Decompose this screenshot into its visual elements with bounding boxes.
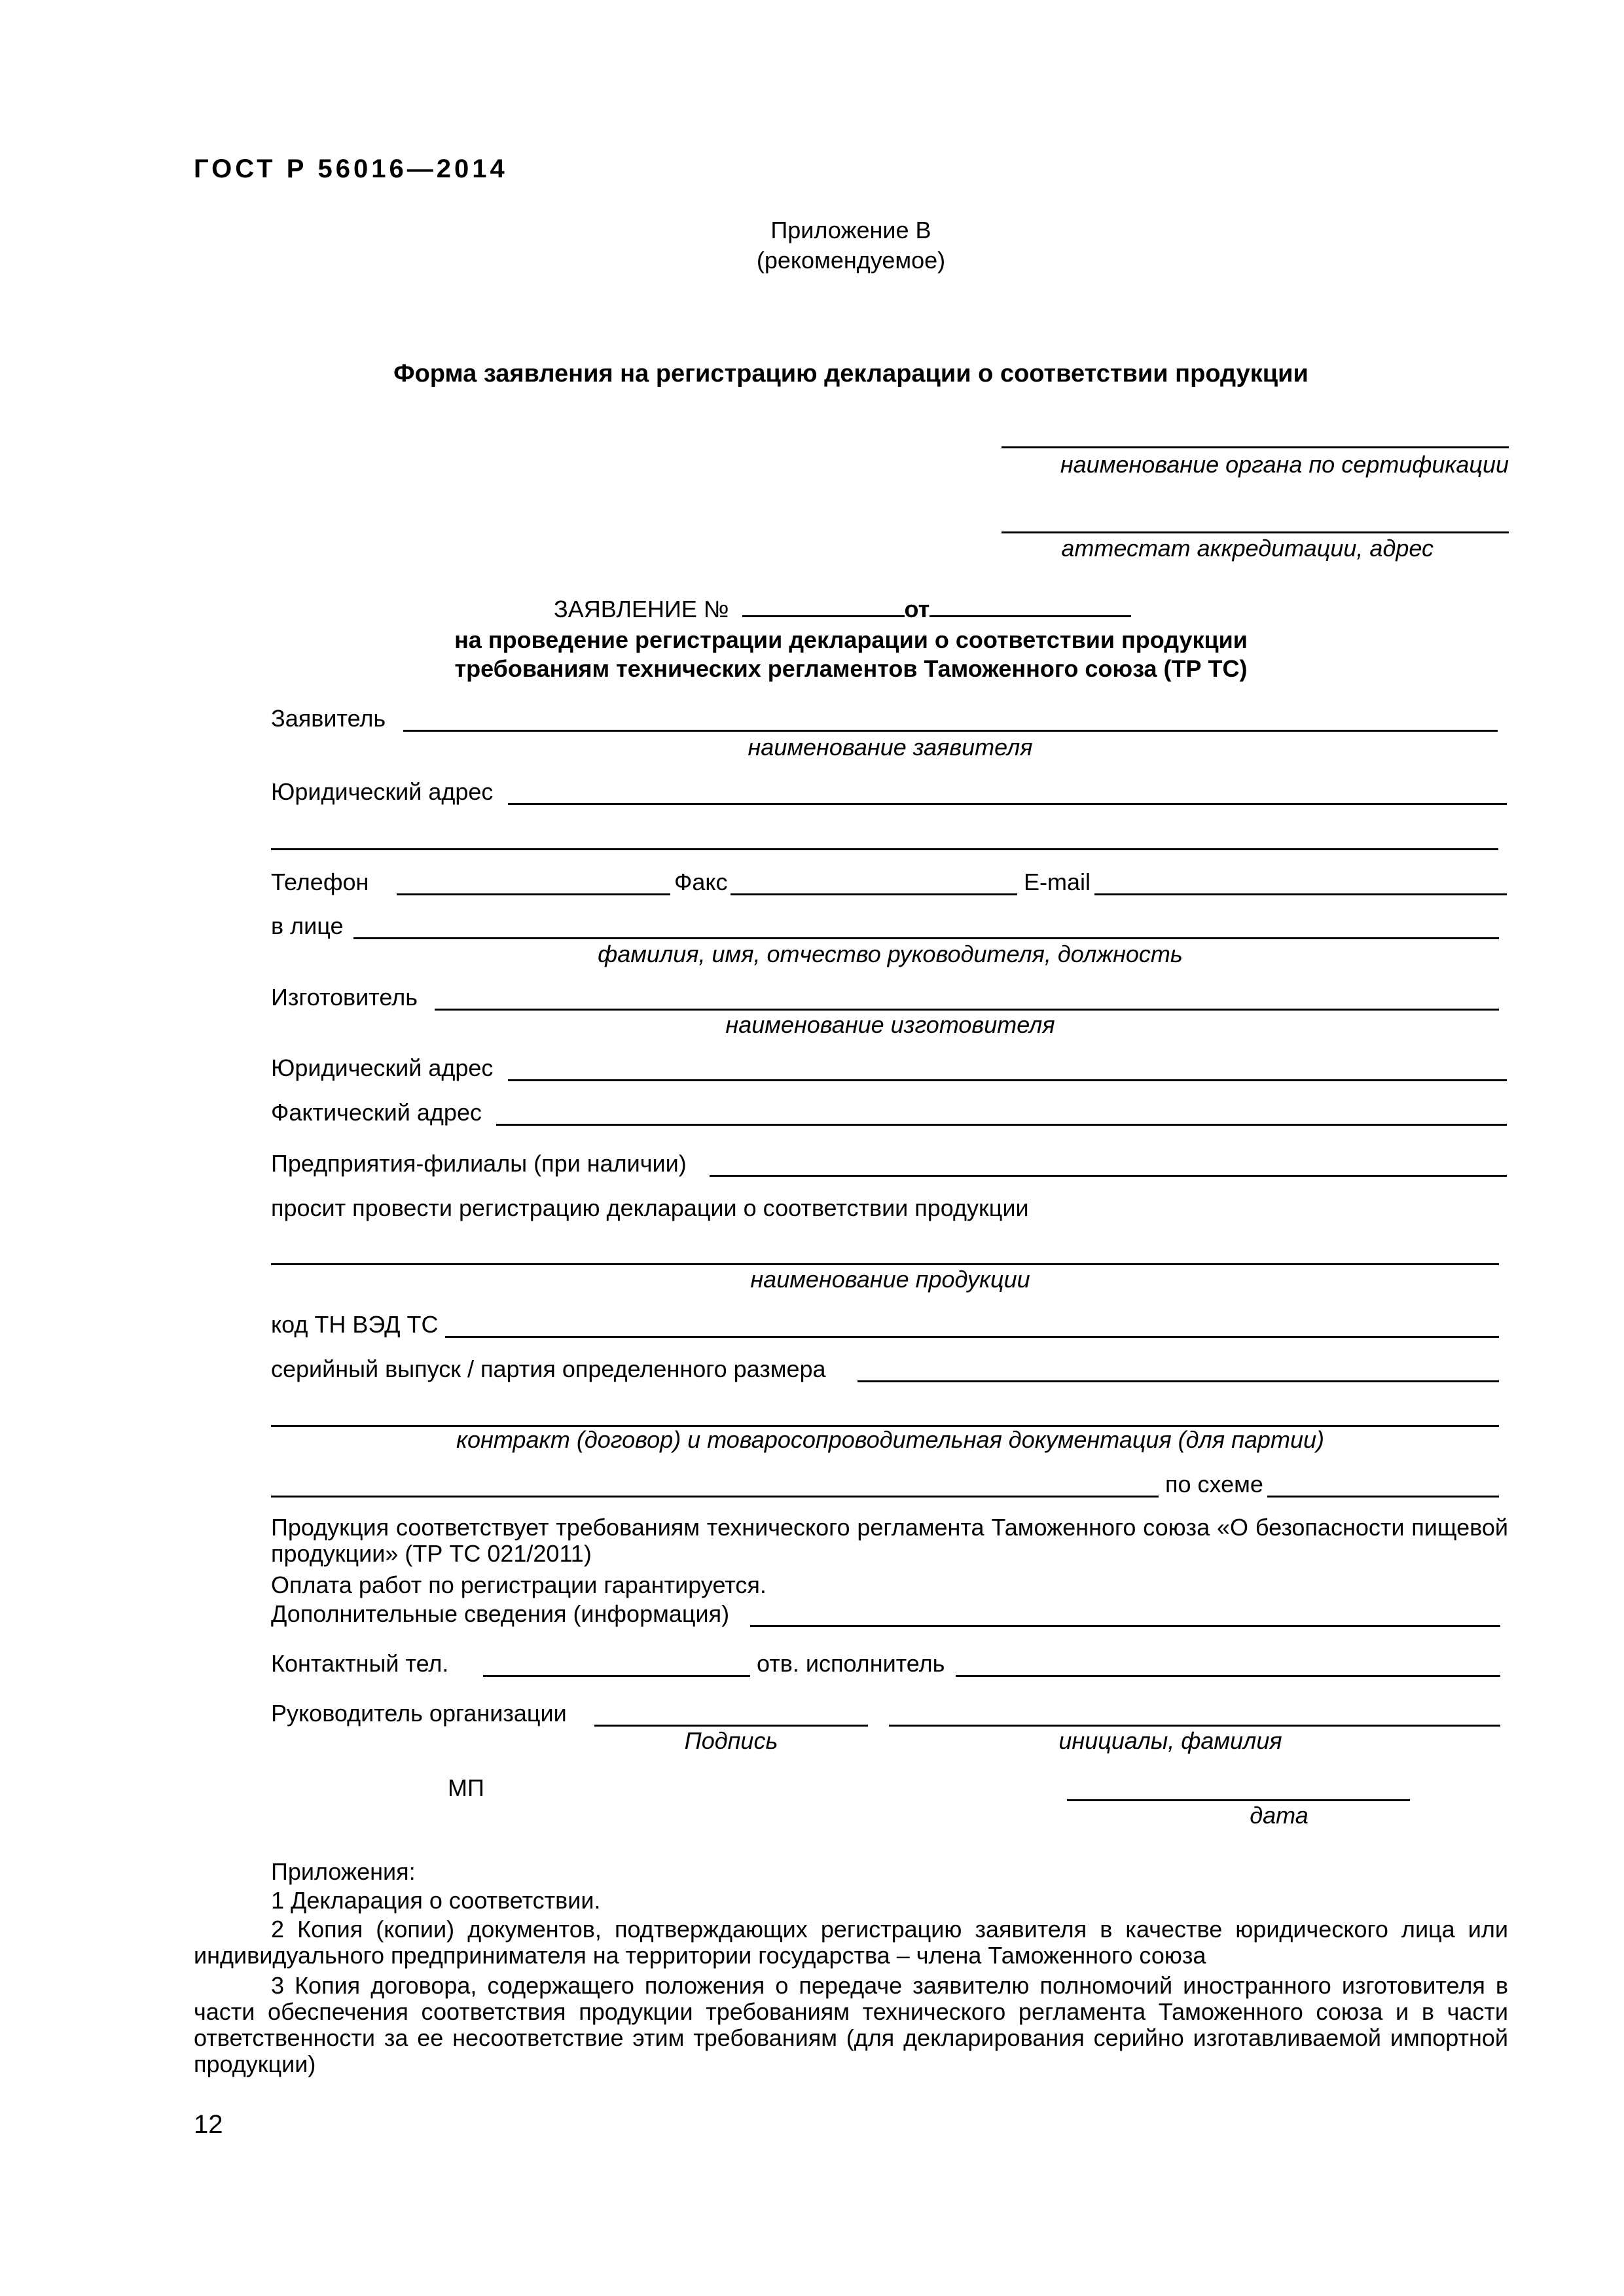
seal-label: МП — [448, 1774, 484, 1801]
executor-line — [956, 1675, 1500, 1677]
attachment-3: 3 Копия договора, содержащего положения о передаче заявителю полномочий иностранного изготовителя в части обеспечения соответствия продукции требованиям технического регламента Таможенного союза и в части ответственности за ее несоответствие этим требованиям (для декларирования серийно изготавливаемой импортной продукции) — [194, 1972, 1508, 2077]
actual-address-label: Фактический адрес — [271, 1099, 482, 1126]
statement-number-line — [554, 594, 1131, 622]
attachment-1: 1 Декларация о соответствии. — [271, 1887, 601, 1914]
code-label: код ТН ВЭД ТС — [271, 1311, 439, 1338]
scheme-label: по схеме — [1165, 1471, 1263, 1498]
date-line — [1067, 1799, 1410, 1801]
person-line — [353, 937, 1499, 939]
date-caption: дата — [1250, 1802, 1308, 1829]
legal-address-line — [508, 803, 1507, 805]
executor-label: отв. исполнитель — [757, 1650, 945, 1677]
fax-label: Факс — [674, 869, 728, 895]
email-line — [1094, 893, 1507, 895]
addressee-caption-1: наименование органа по сертификации — [1060, 451, 1509, 478]
addressee-line-2 — [1001, 531, 1509, 533]
manufacturer-caption: наименование изготовителя — [725, 1011, 1055, 1038]
actual-address-line — [496, 1124, 1507, 1126]
appendix-status: (рекомендуемое) — [756, 247, 946, 274]
statement-from-label: от — [904, 596, 930, 622]
additional-label: Дополнительные сведения (информация) — [271, 1600, 730, 1627]
payment-text: Оплата работ по регистрации гарантируется. — [271, 1571, 767, 1598]
email-label: E-mail — [1024, 869, 1091, 895]
additional-line — [750, 1625, 1500, 1627]
phone-line — [397, 893, 670, 895]
statement-number-blank — [742, 594, 905, 617]
serial-label: серийный выпуск / партия определенного размера — [271, 1355, 826, 1382]
person-label: в лице — [271, 912, 344, 939]
product-caption: наименование продукции — [750, 1266, 1030, 1293]
contract-caption: контракт (договор) и товаросопроводительная документация (для партии) — [456, 1426, 1324, 1453]
attachment-2: 2 Копия (копии) документов, подтверждающих регистрацию заявителя в качестве юридического лица или индивидуального предпринимателя на территории государства – члена Таможенного союза — [194, 1916, 1508, 1969]
addressee-caption-2: аттестат аккредитации, адрес — [1061, 535, 1434, 562]
appendix-title: Приложение В — [770, 217, 931, 243]
scheme-right-line — [1267, 1496, 1499, 1498]
branches-label: Предприятия-филиалы (при наличии) — [271, 1150, 687, 1177]
signature-line — [594, 1725, 868, 1727]
manufacturer-line — [435, 1009, 1499, 1011]
contact-phone-line — [483, 1675, 750, 1677]
head-label: Руководитель организации — [271, 1700, 567, 1727]
applicant-line — [403, 730, 1498, 732]
addressee-line-1 — [1001, 446, 1509, 448]
statement-date-blank — [929, 594, 1131, 617]
conformity-text: Продукция соответствует требованиям технического регламента Таможенного союза «О безопасности пищевой продукции» (ТР ТС 021/2011) — [271, 1514, 1508, 1567]
code-line — [445, 1336, 1499, 1338]
attachments-title: Приложения: — [271, 1858, 416, 1885]
fax-line — [731, 893, 1017, 895]
phone-label: Телефон — [271, 869, 369, 895]
person-caption: фамилия, имя, отчество руководителя, должность — [598, 941, 1183, 967]
legal-address-2-line — [508, 1079, 1507, 1081]
contact-phone-label: Контактный тел. — [271, 1650, 449, 1677]
statement-subtitle-2: требованиям технических регламентов Таможенного союза (ТР ТС) — [454, 655, 1248, 682]
request-text: просит провести регистрацию декларации о соответствии продукции — [271, 1194, 1029, 1221]
manufacturer-label: Изготовитель — [271, 984, 418, 1011]
legal-address-2-label: Юридический адрес — [271, 1054, 494, 1081]
branches-line — [710, 1175, 1507, 1177]
initials-line — [889, 1725, 1500, 1727]
page-number: 12 — [194, 2110, 223, 2139]
initials-caption: инициалы, фамилия — [1058, 1727, 1282, 1754]
applicant-caption: наименование заявителя — [748, 734, 1033, 761]
statement-number-label: ЗАЯВЛЕНИЕ № — [554, 596, 729, 622]
applicant-label: Заявитель — [271, 705, 386, 732]
product-line — [271, 1263, 1499, 1265]
standard-header: ГОСТ Р 56016—2014 — [194, 154, 508, 183]
signature-caption: Подпись — [684, 1727, 778, 1754]
legal-address-line-2 — [271, 848, 1498, 850]
serial-line — [857, 1380, 1499, 1382]
scheme-left-line — [271, 1496, 1159, 1498]
form-title: Форма заявления на регистрацию декларации о соответствии продукции — [393, 360, 1308, 387]
statement-subtitle-1: на проведение регистрации декларации о соответствии продукции — [454, 626, 1248, 653]
legal-address-label: Юридический адрес — [271, 778, 494, 805]
